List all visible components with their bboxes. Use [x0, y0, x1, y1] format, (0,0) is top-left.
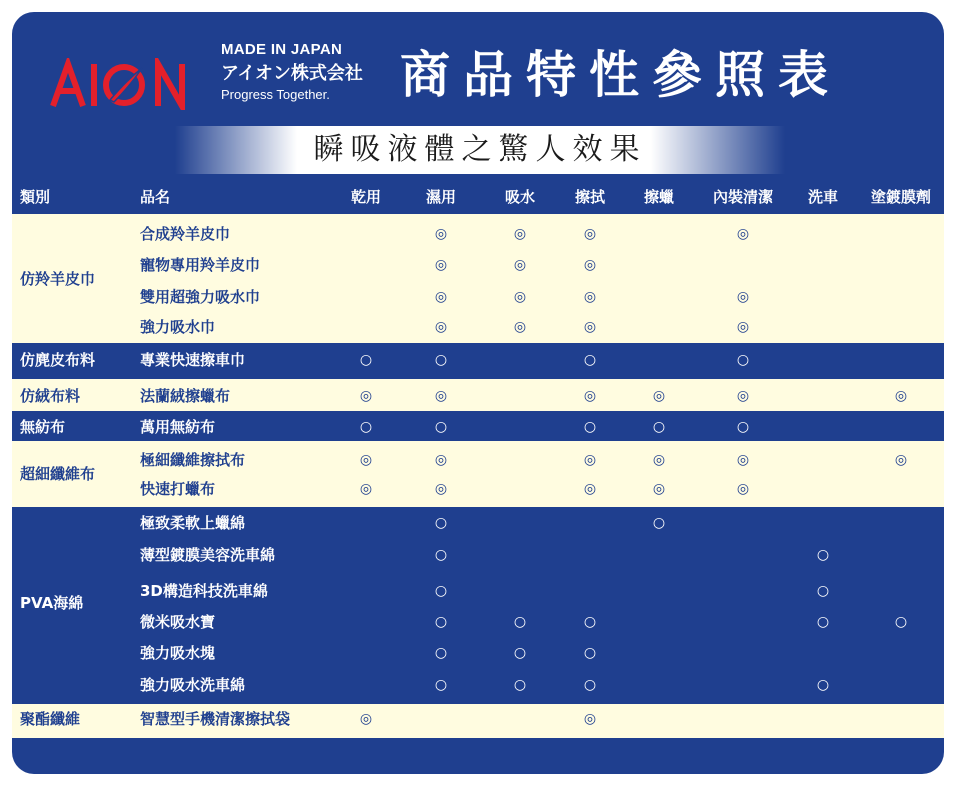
double-circle-mark: ◎ — [513, 226, 527, 242]
double-circle-mark: ◎ — [434, 452, 448, 468]
product-name: 智慧型手機清潔擦拭袋 — [140, 710, 291, 728]
product-name: 寵物專用羚羊皮巾 — [140, 256, 261, 274]
double-circle-mark: ◎ — [359, 388, 373, 404]
double-circle-mark: ◎ — [652, 388, 666, 404]
header-feature: 乾用 — [350, 188, 381, 206]
category-label: 超細纖維布 — [20, 465, 96, 483]
double-circle-mark: ◎ — [583, 289, 597, 305]
category-band — [12, 507, 944, 704]
category-label: 無紡布 — [20, 418, 66, 436]
double-circle-mark: ◎ — [583, 388, 597, 404]
subtitle-text: 瞬吸液體之驚人效果 — [313, 132, 647, 167]
aion-logo — [50, 58, 200, 110]
circle-mark: ○ — [434, 352, 448, 368]
double-circle-mark: ◎ — [736, 226, 750, 242]
double-circle-mark: ◎ — [583, 452, 597, 468]
product-name: 強力吸水巾 — [140, 318, 216, 336]
product-name: 萬用無紡布 — [140, 418, 216, 436]
category-label: PVA海綿 — [20, 594, 84, 612]
header-feature: 洗車 — [807, 188, 838, 206]
double-circle-mark: ◎ — [434, 289, 448, 305]
double-circle-mark: ◎ — [359, 452, 373, 468]
circle-mark: ○ — [583, 614, 597, 630]
double-circle-mark: ◎ — [434, 319, 448, 335]
header-feature: 擦蠟 — [643, 188, 674, 206]
product-name: 微米吸水寶 — [140, 613, 216, 631]
header-feature: 濕用 — [425, 188, 456, 206]
circle-mark: ○ — [583, 352, 597, 368]
product-name: 強力吸水塊 — [140, 644, 216, 662]
header-feature: 塗鍍膜劑 — [870, 188, 931, 206]
circle-mark: ○ — [583, 645, 597, 661]
double-circle-mark: ◎ — [583, 711, 597, 727]
product-name: 極細纖維擦拭布 — [140, 451, 246, 469]
circle-mark: ○ — [434, 614, 448, 630]
product-name: 快速打蠟布 — [140, 480, 216, 498]
header-product: 品名 — [140, 188, 171, 206]
circle-mark: ○ — [513, 614, 527, 630]
circle-mark: ○ — [816, 614, 830, 630]
double-circle-mark: ◎ — [359, 481, 373, 497]
circle-mark: ○ — [816, 677, 830, 693]
product-name: 薄型鍍膜美容洗車綿 — [140, 546, 276, 564]
double-circle-mark: ◎ — [434, 226, 448, 242]
double-circle-mark: ◎ — [894, 388, 908, 404]
circle-mark: ○ — [736, 352, 750, 368]
header-feature: 內裝清潔 — [712, 188, 773, 206]
product-name: 極致柔軟上蠟綿 — [140, 514, 246, 532]
category-label: 仿麂皮布料 — [20, 351, 96, 369]
circle-mark: ○ — [434, 677, 448, 693]
header-feature: 吸水 — [504, 188, 535, 206]
double-circle-mark: ◎ — [736, 289, 750, 305]
double-circle-mark: ◎ — [736, 319, 750, 335]
circle-mark: ○ — [434, 515, 448, 531]
product-name: 專業快速擦車巾 — [140, 351, 246, 369]
header-feature: 擦拭 — [574, 188, 605, 206]
double-circle-mark: ◎ — [652, 481, 666, 497]
double-circle-mark: ◎ — [359, 711, 373, 727]
product-name: 強力吸水洗車綿 — [140, 676, 246, 694]
circle-mark: ○ — [652, 419, 666, 435]
circle-mark: ○ — [434, 583, 448, 599]
double-circle-mark: ◎ — [583, 319, 597, 335]
circle-mark: ○ — [894, 614, 908, 630]
circle-mark: ○ — [434, 645, 448, 661]
double-circle-mark: ◎ — [583, 226, 597, 242]
double-circle-mark: ◎ — [583, 257, 597, 273]
double-circle-mark: ◎ — [894, 452, 908, 468]
circle-mark: ○ — [816, 547, 830, 563]
double-circle-mark: ◎ — [652, 452, 666, 468]
circle-mark: ○ — [513, 677, 527, 693]
circle-mark: ○ — [652, 515, 666, 531]
category-label: 聚酯纖維 — [20, 710, 81, 728]
header-category: 類別 — [20, 188, 51, 206]
product-name: 3D構造科技洗車綿 — [140, 582, 268, 600]
double-circle-mark: ◎ — [434, 388, 448, 404]
product-name: 法蘭絨擦蠟布 — [140, 387, 231, 405]
circle-mark: ○ — [513, 645, 527, 661]
circle-mark: ○ — [434, 419, 448, 435]
maker-info — [221, 40, 363, 104]
company-name: アイオン株式会社 — [221, 63, 363, 83]
circle-mark: ○ — [359, 352, 373, 368]
double-circle-mark: ◎ — [434, 481, 448, 497]
category-label: 仿絨布料 — [20, 387, 81, 405]
double-circle-mark: ◎ — [736, 481, 750, 497]
double-circle-mark: ◎ — [736, 452, 750, 468]
double-circle-mark: ◎ — [513, 257, 527, 273]
circle-mark: ○ — [434, 547, 448, 563]
product-name: 雙用超強力吸水巾 — [140, 288, 261, 306]
subtitle-banner — [175, 126, 785, 174]
category-label: 仿羚羊皮巾 — [20, 270, 96, 288]
circle-mark: ○ — [583, 677, 597, 693]
double-circle-mark: ◎ — [736, 388, 750, 404]
double-circle-mark: ◎ — [583, 481, 597, 497]
double-circle-mark: ◎ — [513, 319, 527, 335]
double-circle-mark: ◎ — [513, 289, 527, 305]
circle-mark: ○ — [736, 419, 750, 435]
circle-mark: ○ — [583, 419, 597, 435]
product-name: 合成羚羊皮巾 — [140, 225, 231, 243]
circle-mark: ○ — [359, 419, 373, 435]
made-in-japan-text: MADE IN JAPAN — [221, 41, 343, 58]
circle-mark: ○ — [816, 583, 830, 599]
double-circle-mark: ◎ — [434, 257, 448, 273]
slogan: Progress Together. — [221, 87, 330, 102]
page-title: 商品特性參照表 — [400, 46, 841, 104]
